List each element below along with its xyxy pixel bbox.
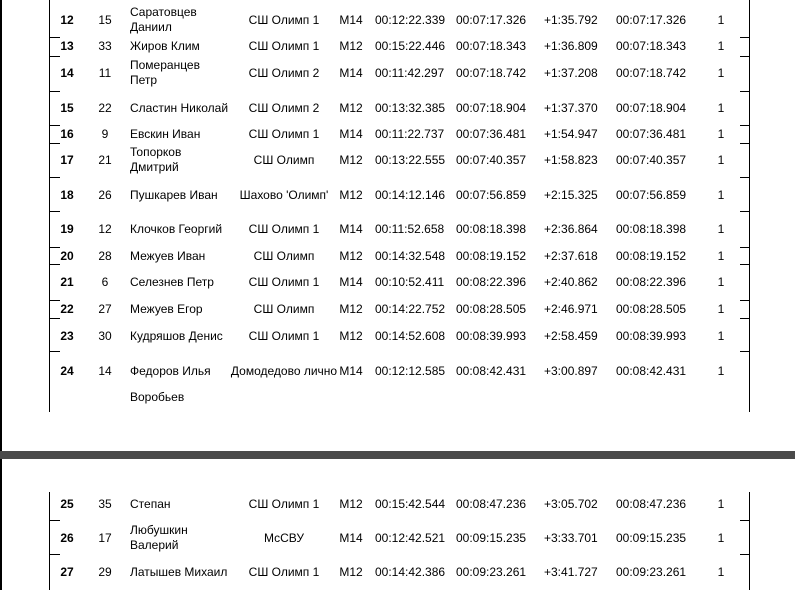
row-divider — [50, 264, 60, 265]
cell-place: 12 — [60, 12, 74, 27]
table-row — [50, 265, 750, 299]
table-row — [50, 352, 750, 390]
row-divider — [50, 554, 60, 555]
cell-place: 24 — [60, 363, 74, 378]
cell-start: 00:11:22.737 — [375, 127, 445, 141]
cell-bib: 27 — [98, 302, 112, 316]
cell-result: 00:08:18.398 — [456, 221, 527, 236]
cell-name: Евскин Иван — [130, 127, 201, 141]
cell-result: 00:08:39.993 — [456, 328, 527, 343]
cell-time: 00:08:42.431 — [616, 363, 687, 378]
cell-result: 00:07:56.859 — [456, 187, 527, 202]
cell-name: Межуев Егор — [130, 302, 203, 316]
cell-bib: 21 — [98, 152, 112, 167]
row-divider — [740, 264, 750, 265]
cell-name: Саратовцев Даниил — [130, 5, 197, 34]
row-divider — [740, 247, 750, 248]
cell-diff: +3:41.727 — [544, 564, 598, 579]
cell-group: М12 — [339, 497, 363, 511]
cell-time: 00:07:18.742 — [616, 65, 687, 80]
cell-place: 13 — [60, 39, 74, 53]
cell-laps: 1 — [717, 328, 725, 343]
cell-laps: 1 — [717, 497, 725, 511]
cell-group: М14 — [339, 221, 363, 236]
cell-club: МсСВУ — [263, 530, 305, 545]
cell-result: 00:08:22.396 — [456, 274, 527, 289]
row-divider — [50, 318, 60, 319]
cell-laps: 1 — [717, 12, 725, 27]
page2-left-border — [0, 459, 2, 590]
row-divider — [740, 211, 750, 212]
cell-bib: 28 — [98, 249, 112, 263]
cell-bib: 26 — [98, 187, 112, 202]
cell-club: СШ Олимп 1 — [248, 328, 320, 343]
cell-place: 26 — [60, 530, 74, 545]
cell-start: 00:14:12.146 — [375, 187, 446, 202]
cell-name: Топорков Дмитрий — [130, 145, 182, 174]
cell-time: 00:07:56.859 — [616, 187, 687, 202]
cell-laps: 1 — [717, 530, 725, 545]
cell-laps: 1 — [717, 127, 725, 141]
cell-laps: 1 — [717, 363, 725, 378]
cell-club: СШ Олимп 1 — [248, 12, 320, 27]
cell-group: М14 — [339, 12, 363, 27]
cell-place: 23 — [60, 328, 74, 343]
cell-diff: +2:15.325 — [544, 187, 598, 202]
cell-club: СШ Олимп 1 — [248, 127, 320, 141]
cell-start: 00:14:42.386 — [375, 564, 446, 579]
cell-bib: 14 — [98, 363, 112, 378]
cell-diff: +1:37.208 — [544, 65, 598, 80]
cell-start: 00:14:32.548 — [375, 249, 446, 263]
cell-diff: +1:36.809 — [544, 39, 598, 53]
row-divider — [740, 37, 750, 38]
cell-result: 00:08:19.152 — [456, 249, 527, 263]
cell-laps: 1 — [717, 274, 725, 289]
cell-name: Латышев Михаил — [130, 564, 228, 579]
cell-group: М12 — [339, 39, 363, 53]
cell-group: М12 — [339, 302, 363, 316]
cell-group: М14 — [339, 65, 363, 80]
row-divider — [50, 520, 60, 521]
cell-diff: +2:40.862 — [544, 274, 598, 289]
cell-club: СШ Олимп 1 — [248, 274, 320, 289]
cell-diff: +2:58.459 — [544, 328, 598, 343]
cell-bib: 11 — [98, 65, 112, 80]
cell-place: 20 — [60, 249, 74, 263]
cell-name: Померанцев Петр — [130, 58, 200, 87]
cell-diff: +3:00.897 — [544, 363, 598, 378]
cell-time: 00:08:47.236 — [616, 497, 687, 511]
row-divider — [740, 143, 750, 144]
cell-diff: +2:46.971 — [544, 302, 598, 316]
table-row — [50, 144, 750, 176]
cell-place: 25 — [60, 497, 74, 511]
table-row — [50, 38, 750, 55]
cell-time: 00:08:18.398 — [616, 221, 687, 236]
table-row — [50, 92, 750, 124]
cell-result: 00:07:36.481 — [456, 127, 527, 141]
table-row — [50, 126, 750, 143]
cell-bib: 15 — [98, 12, 112, 27]
row-divider — [740, 56, 750, 57]
cell-diff: +3:05.702 — [544, 497, 598, 511]
cell-result: 00:09:15.235 — [456, 530, 527, 545]
cell-bib: 12 — [98, 221, 112, 236]
row-divider — [50, 300, 60, 301]
cell-time: 00:07:36.481 — [616, 127, 687, 141]
table-row — [50, 319, 750, 353]
row-divider — [740, 125, 750, 126]
row-divider — [50, 177, 60, 178]
table-row — [50, 178, 750, 212]
cell-place: 16 — [60, 127, 74, 141]
cell-result: 00:07:18.904 — [456, 100, 527, 115]
cell-name: Любушкин Валерий — [130, 523, 188, 552]
cell-diff: +3:33.701 — [544, 530, 598, 545]
cell-time: 00:07:40.357 — [616, 152, 687, 167]
cell-result: 00:08:28.505 — [456, 302, 527, 316]
cell-laps: 1 — [717, 39, 725, 53]
cell-place: 27 — [60, 564, 74, 579]
cell-result: 00:08:47.236 — [456, 497, 527, 511]
cell-name: Селезнев Петр — [130, 274, 214, 289]
cell-club: СШ Олимп 1 — [248, 39, 320, 53]
cell-name: Пушкарев Иван — [130, 187, 218, 202]
cell-start: 00:12:22.339 — [375, 12, 446, 27]
cell-name: Федоров Илья — [130, 363, 211, 378]
cell-group: М14 — [339, 274, 363, 289]
cell-start: 00:12:42.521 — [375, 530, 446, 545]
cell-club: СШ Олимп 1 — [248, 564, 320, 579]
cell-club: СШ Олимп 1 — [248, 221, 320, 236]
cell-name: Кудряшов Денис — [130, 328, 223, 343]
table-row — [50, 4, 750, 36]
table-row — [50, 555, 750, 589]
cell-name: Сластин Николай — [130, 100, 229, 115]
cell-group: М12 — [339, 564, 363, 579]
cell-club: СШ Олимп — [253, 302, 315, 316]
cell-result: 00:09:23.261 — [456, 564, 527, 579]
cell-time: 00:07:18.343 — [616, 39, 687, 53]
row-divider — [50, 143, 60, 144]
row-divider — [740, 351, 750, 352]
cell-time: 00:08:22.396 — [616, 274, 687, 289]
row-divider — [50, 125, 60, 126]
row-divider — [50, 351, 60, 352]
cell-time: 00:07:18.904 — [616, 100, 687, 115]
table-row — [50, 212, 750, 246]
cell-time: 00:08:19.152 — [616, 249, 687, 263]
cell-time: 00:07:17.326 — [616, 12, 687, 27]
cell-bib: 29 — [98, 564, 112, 579]
cell-place: 14 — [60, 65, 74, 80]
cell-bib: 22 — [98, 100, 112, 115]
cell-start: 00:14:22.752 — [375, 302, 446, 316]
cell-result: 00:07:18.343 — [456, 39, 527, 53]
cell-group: М12 — [339, 152, 363, 167]
row-divider — [740, 318, 750, 319]
cell-laps: 1 — [717, 564, 725, 579]
cell-diff: +1:54.947 — [544, 127, 598, 141]
cell-bib: 6 — [101, 274, 109, 289]
cell-place: 19 — [60, 221, 74, 236]
cell-diff: +1:35.792 — [544, 12, 598, 27]
cell-group: М12 — [339, 187, 363, 202]
row-divider — [740, 554, 750, 555]
cell-start: 00:13:22.555 — [375, 152, 446, 167]
cell-place: 18 — [60, 187, 74, 202]
row-divider — [50, 91, 60, 92]
cell-bib: 35 — [98, 497, 112, 511]
table-row — [50, 521, 750, 555]
cell-group: М12 — [339, 249, 363, 263]
cell-start: 00:12:12.585 — [375, 363, 446, 378]
cell-start: 00:15:22.446 — [375, 39, 446, 53]
cell-club: СШ Олимп — [253, 152, 315, 167]
cell-laps: 1 — [717, 100, 725, 115]
cell-club: Домодедово лично — [230, 363, 338, 378]
table-row — [50, 248, 750, 265]
cell-place: 15 — [60, 100, 74, 115]
cell-name: Межуев Иван — [130, 249, 206, 263]
row-divider — [740, 91, 750, 92]
cell-time: 00:09:15.235 — [616, 530, 687, 545]
cell-diff: +1:37.370 — [544, 100, 598, 115]
row-divider — [50, 211, 60, 212]
cell-diff: +2:37.618 — [544, 249, 598, 263]
cell-group: М12 — [339, 100, 363, 115]
cell-club: СШ Олимп 1 — [248, 497, 320, 511]
table-row — [50, 496, 750, 513]
row-divider — [50, 37, 60, 38]
cell-place: 22 — [60, 302, 74, 316]
cell-club: СШ Олимп 2 — [248, 100, 320, 115]
cell-result: 00:07:40.357 — [456, 152, 527, 167]
cell-club: СШ Олимп 2 — [248, 65, 320, 80]
table-row — [50, 301, 750, 318]
cell-club: Шахово 'Олимп' — [239, 187, 329, 202]
page-separator — [0, 451, 795, 459]
cell-place: 21 — [60, 274, 74, 289]
cell-laps: 1 — [717, 221, 725, 236]
cell-diff: +1:58.823 — [544, 152, 598, 167]
cell-time: 00:08:39.993 — [616, 328, 687, 343]
continued-name-fragment: Воробьев — [130, 390, 185, 404]
row-divider — [740, 177, 750, 178]
row-divider — [50, 56, 60, 57]
cell-bib: 33 — [98, 39, 112, 53]
cell-name: Степан — [130, 497, 171, 511]
cell-start: 00:13:32.385 — [375, 100, 446, 115]
cell-result: 00:07:17.326 — [456, 12, 527, 27]
cell-group: М14 — [339, 363, 363, 378]
cell-start: 00:11:52.658 — [375, 221, 445, 236]
cell-laps: 1 — [717, 249, 725, 263]
cell-group: М12 — [339, 328, 363, 343]
table-row — [50, 57, 750, 89]
row-divider — [50, 247, 60, 248]
cell-name: Жиров Клим — [130, 39, 200, 53]
cell-bib: 9 — [101, 127, 109, 141]
cell-start: 00:10:52.411 — [375, 274, 445, 289]
cell-result: 00:07:18.742 — [456, 65, 527, 80]
cell-laps: 1 — [717, 65, 725, 80]
page1-left-border — [0, 0, 2, 451]
row-divider — [740, 300, 750, 301]
cell-place: 17 — [60, 152, 74, 167]
cell-group: М14 — [339, 127, 363, 141]
cell-bib: 30 — [98, 328, 112, 343]
cell-bib: 17 — [98, 530, 112, 545]
cell-start: 00:11:42.297 — [375, 65, 445, 80]
cell-start: 00:14:52.608 — [375, 328, 446, 343]
cell-laps: 1 — [717, 187, 725, 202]
cell-laps: 1 — [717, 152, 725, 167]
cell-laps: 1 — [717, 302, 725, 316]
row-divider — [740, 520, 750, 521]
cell-start: 00:15:42.544 — [375, 497, 446, 511]
cell-diff: +2:36.864 — [544, 221, 598, 236]
cell-group: М14 — [339, 530, 363, 545]
cell-time: 00:09:23.261 — [616, 564, 687, 579]
cell-name: Клочков Георгий — [130, 221, 223, 236]
cell-club: СШ Олимп — [253, 249, 315, 263]
cell-time: 00:08:28.505 — [616, 302, 687, 316]
cell-result: 00:08:42.431 — [456, 363, 527, 378]
